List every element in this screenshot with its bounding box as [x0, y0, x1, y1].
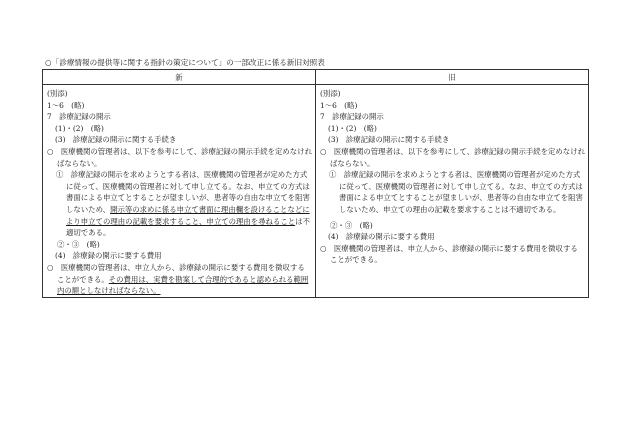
header-new: 新 — [43, 70, 316, 85]
new-para-b-text: ① 診療記録の開示を求めようとする者は、医療機関の管理者が定めた方式に従って、医療機関の管理者に対して申し立てる。なお、申立ての方式は書面による申立てとすることが望ましいが、患者等の自由な申立てを阻害しないため、 — [56, 170, 310, 214]
new-item-4: (4) 診療録の開示に要する費用 — [55, 251, 162, 261]
new-para-c — [47, 262, 312, 297]
new-item-3: (3) 診療記録の開示に関する手続き — [55, 135, 177, 145]
content-row — [43, 85, 589, 298]
new-item-1-2: (1)・(2) (略) — [55, 123, 104, 133]
comparison-table — [42, 69, 589, 298]
old-para-b: ① 診療記録の開示を求めようとする者は、医療機関の管理者が定めた方式に従って、医療機関の管理者に対して申し立てる。なお、申立ての方式は書面による申立てとすることが望ましいが、患者等の自由な申立てを阻害しないため、申立ての理由の記載を要求することは不適切である。 — [329, 170, 583, 214]
document-title: ○「診療情報の提供等に関する指針の策定について」の一部改正に係る新旧対照表 — [45, 58, 325, 67]
old-para-c: ○ 医療機関の管理者は、申立人から、診療録の開示に要する費用を徴収することができる。 — [320, 243, 578, 265]
new-para-a: ○ 医療機関の管理者は、以下を参考にして、診療記録の開示手続を定めなければならない。 — [47, 146, 312, 168]
old-betten: (別添) — [320, 89, 341, 98]
old-item-1-2: (1)・(2) (略) — [328, 123, 377, 133]
new-para-b — [47, 169, 312, 239]
new-para-c-underlined: その費用は、実費を勘案して合理的であると認められる範囲内の額としなければならない。 — [57, 274, 309, 296]
old-para-a: ○ 医療機関の管理者は、以下を参考にして、診療記録の開示手続を定めなければならない。 — [320, 146, 585, 168]
new-para-b-tail: は不適切である。 — [66, 216, 310, 238]
new-item-7: 7 診療記録の開示 — [47, 112, 111, 122]
old-item-3: (3) 診療記録の開示に関する手続き — [328, 135, 450, 145]
header-old: 旧 — [316, 70, 589, 85]
new-betten: (別添) — [47, 89, 68, 98]
new-para-c-text: ○ 医療機関の管理者は、申立人から、診療録の開示に要する費用を徴収することができる。 — [47, 262, 305, 284]
new-para-b-underlined: 開示等の求めに係る申立て書面に理由欄を設けることなどにより申立ての理由の記載を要求すること、申立ての理由を尋ねること — [66, 204, 310, 226]
old-item-7: 7 診療記録の開示 — [320, 112, 384, 122]
old-column — [316, 85, 589, 298]
new-item-2-3: ②・③ (略) — [57, 239, 100, 249]
new-column — [43, 85, 316, 298]
new-item-1-6: 1〜6 (略) — [47, 100, 85, 110]
header-row — [43, 70, 589, 85]
old-item-2-3: ②・③ (略) — [330, 220, 373, 230]
old-item-1-6: 1〜6 (略) — [320, 100, 358, 110]
old-item-4: (4) 診療録の開示に要する費用 — [328, 232, 435, 242]
